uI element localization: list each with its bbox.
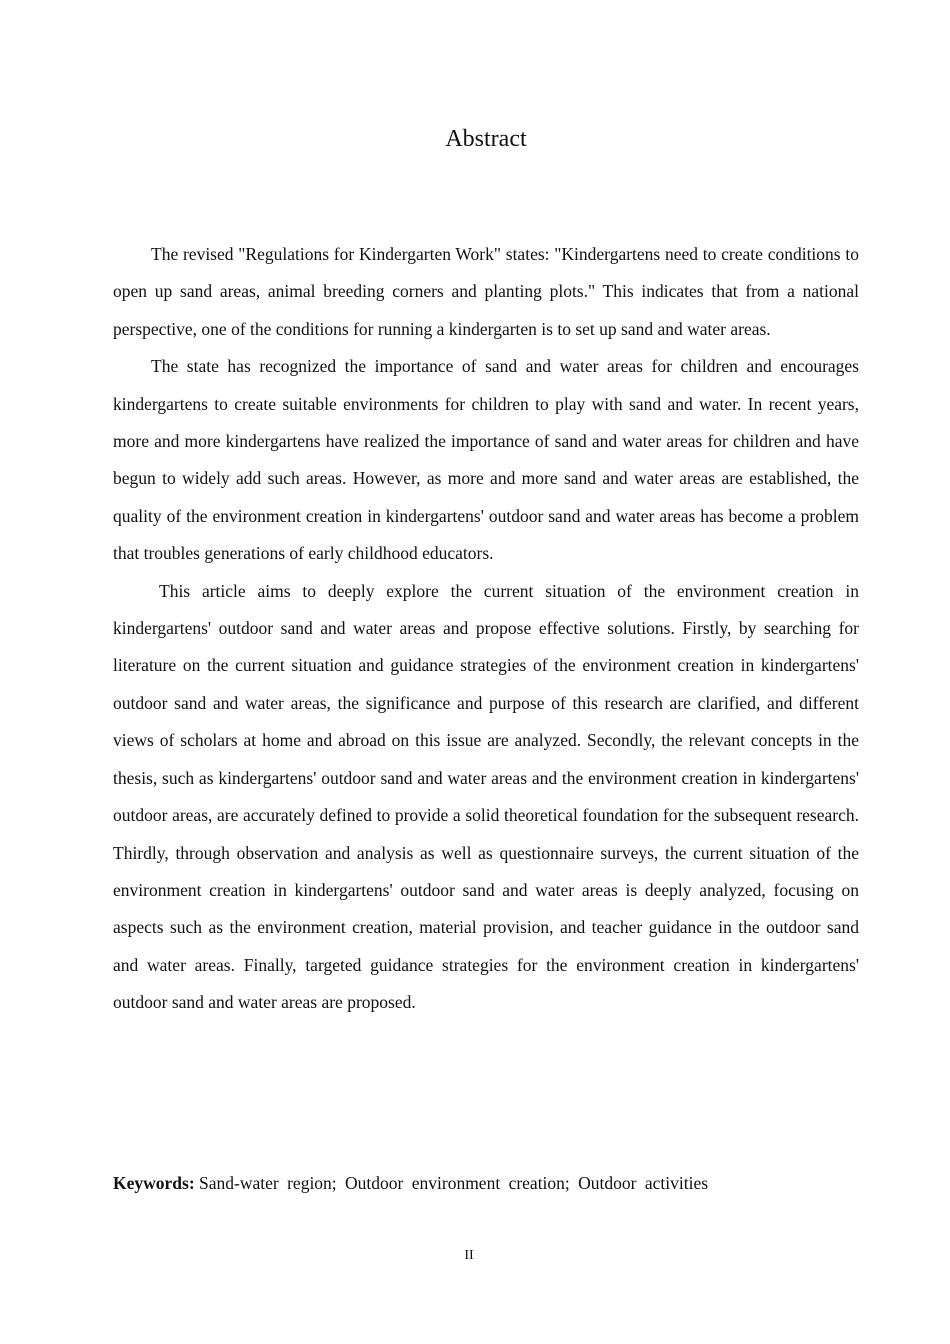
abstract-paragraph-2: The state has recognized the importance of sand and water areas for children and encourages kindergartens to create suitable environments for children to play with sand and water. In recent years, more and more kindergartens have realized the importance of sand and water areas for children and have begun to widely add such areas. However, as more and more sand and water areas are established, the quality of the environment creation in kindergartens' outdoor sand and water areas has become a problem that troubles generations of early childhood educators. xyxy=(113,356,859,564)
abstract-body xyxy=(113,236,859,1022)
keywords-text: Sand-water region; Outdoor environment creation; Outdoor activities xyxy=(199,1173,709,1193)
keywords-line xyxy=(113,1165,859,1201)
page-number: II xyxy=(464,1248,474,1263)
abstract-title: Abstract xyxy=(445,126,527,152)
abstract-paragraph-3: This article aims to deeply explore the current situation of the environment creation in kindergartens' outdoor sand and water areas and propose effective solutions. Firstly, by searching for literature on the current situation and guidance strategies of the environment creation in kindergartens' outdoor sand and water areas, the significance and purpose of this research are clarified, and different views of scholars at home and abroad on this issue are analyzed. Secondly, the relevant concepts in the thesis, such as kindergartens' outdoor sand and water areas and the environment creation in kindergartens' outdoor areas, are accurately defined to provide a solid theoretical foundation for the subsequent research. Thirdly, through observation and analysis as well as questionnaire surveys, the current situation of the environment creation in kindergartens' outdoor sand and water areas is deeply analyzed, focusing on aspects such as the environment creation, material provision, and teacher guidance in the outdoor sand and water areas. Finally, targeted guidance strategies for the environment creation in kindergartens' outdoor sand and water areas are proposed. xyxy=(113,580,859,1013)
abstract-paragraph-1: The revised "Regulations for Kindergarten Work" states: "Kindergartens need to create conditions to open up sand areas, animal breeding corners and planting plots." This indicates that from a national perspective, one of the conditions for running a kindergarten is to set up sand and water areas. xyxy=(113,244,859,339)
keywords-label: Keywords: xyxy=(113,1173,195,1193)
